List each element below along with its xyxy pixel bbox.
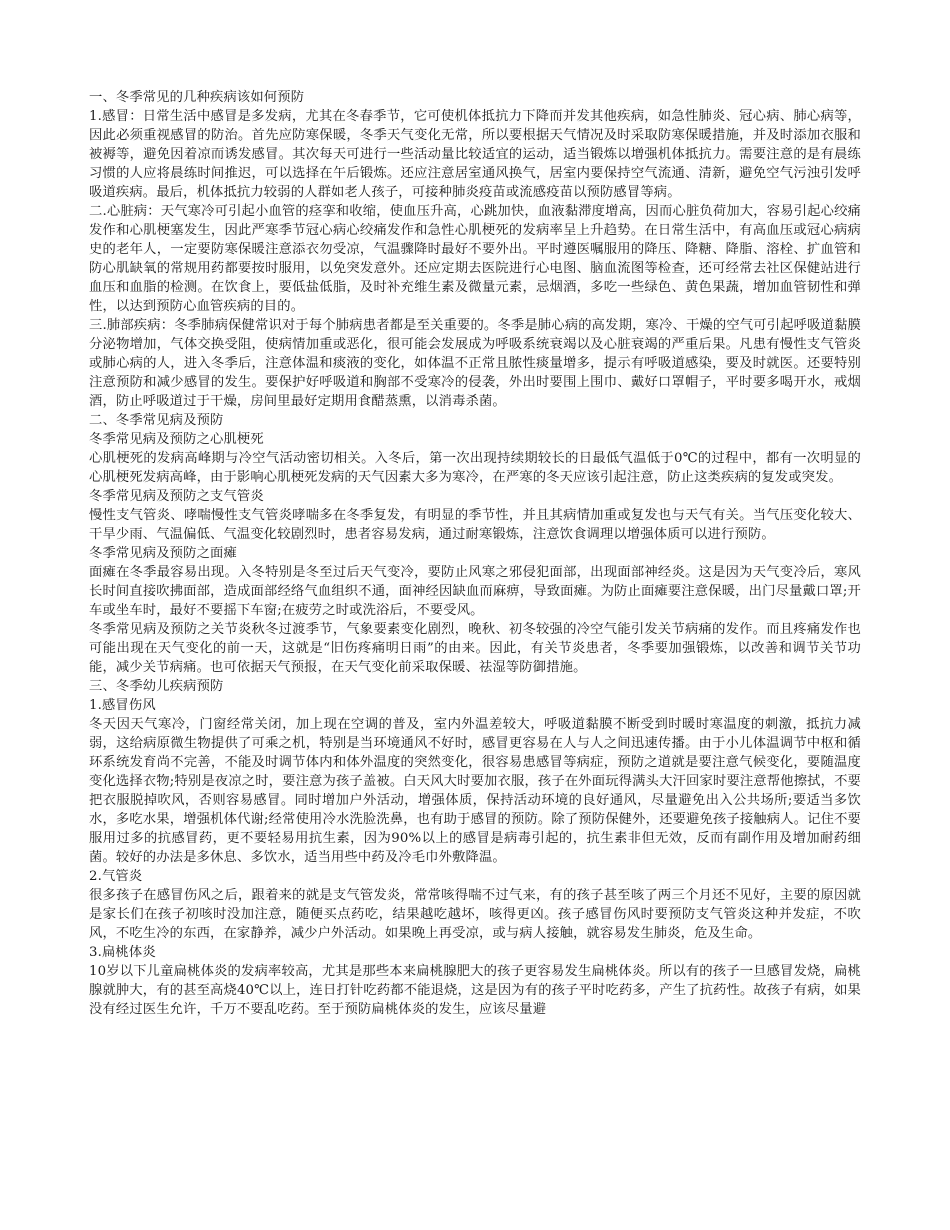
subsection-heading: 冬季常见病及预防之面瘫 (89, 546, 237, 561)
subsection-heading: 3.扁桃体炎 (89, 945, 156, 960)
document-body (89, 88, 861, 1019)
paragraph: 1.感冒：日常生活中感冒是多发病，尤其在冬春季节，它可使机体抵抗力下降而并发其他疾病，如急性肺炎、冠心病、肺心病等，因此必须重视感冒的防治。首先应防寒保暖，冬季天气变化无常，所以要根据天气情况及时采取防寒保暖措施，并及时添加衣服和被褥等，避免因着凉而诱发感冒。其次每天可进行一些活动量比较适宜的运动，适当锻炼以增强机体抵抗力。需要注意的是有晨练习惯的人应将晨练时间推迟，可以选择在午后锻炼。还应注意居室通风换气，居室内要保持空气流通、清新，避免空气污浊引发呼吸道疾病。最后，机体抵抗力较弱的人群如老人孩子，可接种肺炎疫苗或流感疫苗以预防感冒等病。 (89, 109, 861, 200)
paragraph: 三.肺部疾病：冬季肺病保健常识对于每个肺病患者都是至关重要的。冬季是肺心病的高发期，寒冷、干燥的空气可引起呼吸道黏膜分泌物增加，气体交换受阻，使病情加重或恶化，很可能会发展成为呼吸系统衰竭以及心脏衰竭的严重后果。凡患有慢性支气管炎或肺心病的人，进入冬季后，注意体温和痰液的变化，如体温不正常且脓性痰量增多，提示有呼吸道感染，要及时就医。还要特别注意预防和减少感冒的发生。要保护好呼吸道和胸部不受寒冷的侵袭，外出时要围上围巾、戴好口罩帽子，平时要多喝开水，戒烟酒，防止呼吸道过于干燥，房间里最好定期用食醋蒸熏，以消毒杀菌。 (89, 318, 861, 409)
subsection-heading: 冬季常见病及预防之支气管炎 (89, 489, 264, 504)
paragraph: 10岁以下儿童扁桃体炎的发病率较高，尤其是那些本来扁桃腺肥大的孩子更容易发生扁桃体炎。所以有的孩子一旦感冒发烧，扁桃腺就肿大，有的甚至高烧40℃以上，连日打针吃药都不能退烧，这是因为有的孩子平时吃药多，产生了抗药性。故孩子有病，如果没有经过医生允许，千万不要乱吃药。至于预防扁桃体炎的发生，应该尽量避 (89, 964, 861, 1017)
paragraph: 心肌梗死的发病高峰期与冷空气活动密切相关。入冬后，第一次出现持续期较长的日最低气温低于0℃的过程中，都有一次明显的心肌梗死发病高峰，由于影响心肌梗死发病的天气因素大多为寒冷，在严寒的冬天应该引起注意，防止这类疾病的复发或突发。 (89, 451, 861, 485)
paragraph: 慢性支气管炎、哮喘慢性支气管炎哮喘多在冬季复发，有明显的季节性，并且其病情加重或复发也与天气有关。当气压变化较大、干旱少雨、气温偏低、气温变化较剧烈时，患者容易发病，通过耐寒锻炼，注意饮食调理以增强体质可以进行预防。 (89, 508, 861, 542)
subsection-heading: 2.气管炎 (89, 869, 143, 884)
paragraph: 二.心脏病：天气寒冷可引起小血管的痉挛和收缩，使血压升高，心跳加快，血液黏滞度增高，因而心脏负荷加大，容易引起心绞痛发作和心肌梗塞发生，因此严寒季节冠心病心绞痛发作和急性心肌梗死的发病率呈上升趋势。在日常生活中，有高血压或冠心病病史的老年人，一定要防寒保暖注意添衣勿受凉，气温骤降时最好不要外出。平时遵医嘱服用的降压、降糖、降脂、溶栓、扩血管和防心肌缺氧的常规用药都要按时服用，以免突发意外。还应定期去医院进行心电图、脑血流图等检查，还可经常去社区保健站进行血压和血脂的检测。在饮食上，要低盐低脂，及时补充维生素及微量元素，忌烟酒，多吃一些绿色、黄色果蔬，增加血管韧性和弹性，以达到预防心血管疾病的目的。 (89, 204, 861, 314)
subsection-heading: 冬季常见病及预防之心肌梗死 (89, 432, 264, 447)
section-heading: 三、冬季幼儿疾病预防 (89, 679, 224, 694)
section-heading: 二、冬季常见病及预防 (89, 413, 224, 428)
subsection-heading: 1.感冒伤风 (89, 698, 156, 713)
section-heading: 一、冬季常见的几种疾病该如何预防 (89, 90, 305, 105)
paragraph: 面瘫在冬季最容易出现。入冬特别是冬至过后天气变冷，要防止风寒之邪侵犯面部，出现面部神经炎。这是因为天气变冷后，寒风长时间直接吹拂面部，造成面部经络气血组织不通，面神经因缺血而麻痹，导致面瘫。为防止面瘫要注意保暖，出门尽量戴口罩;开车或坐车时，最好不要摇下车窗;在疲劳之时或洗浴后，不要受风。 (89, 565, 861, 618)
paragraph: 很多孩子在感冒伤风之后，跟着来的就是支气管发炎，常常咳得喘不过气来，有的孩子甚至咳了两三个月还不见好，主要的原因就是家长们在孩子初咳时没加注意，随便买点药吃，结果越吃越坏，咳得更凶。孩子感冒伤风时要预防支气管炎这种并发症，不吹风，不吃生冷的东西，在家静养，减少户外活动。如果晚上再受凉，或与病人接触，就容易发生肺炎，危及生命。 (89, 888, 861, 941)
paragraph: 冬季常见病及预防之关节炎秋冬过渡季节，气象要素变化剧烈，晚秋、初冬较强的冷空气能引发关节病痛的发作。而且疼痛发作也可能出现在天气变化的前一天，这就是“旧伤疼痛明日雨”的由来。因此，有关节炎患者，冬季要加强锻炼，以改善和调节关节功能，减少关节病痛。也可依据天气预报，在天气变化前采取保暖、祛湿等防御措施。 (89, 622, 861, 675)
paragraph: 冬天因天气寒冷，门窗经常关闭，加上现在空调的普及，室内外温差较大，呼吸道黏膜不断受到时暖时寒温度的刺激，抵抗力减弱，这给病原微生物提供了可乘之机，特别是当环境通风不好时，感冒更容易在人与人之间迅速传播。由于小儿体温调节中枢和循环系统发育尚不完善，不能及时调节体内和体外温度的突然变化，很容易患感冒等病症，预防之道就是要注意气候变化，要随温度变化选择衣物;特别是夜凉之时，要注意为孩子盖被。白天风大时要加衣服，孩子在外面玩得满头大汗回家时要注意帮他擦拭，不要把衣服脱掉吹风，否则容易感冒。同时增加户外活动，增强体质，保持活动环境的良好通风，尽量避免出入公共场所;要适当多饮水，多吃水果，增强机体代谢;经常使用冷水洗脸洗鼻，也有助于感冒的预防。除了预防保健外，还要避免孩子接触病人。记住不要服用过多的抗感冒药，更不要轻易用抗生素，因为90%以上的感冒是病毒引起的，抗生素非但无效，反而有副作用及增加耐药细菌。较好的办法是多休息、多饮水，适当用些中药及冷毛巾外敷降温。 (89, 717, 861, 865)
